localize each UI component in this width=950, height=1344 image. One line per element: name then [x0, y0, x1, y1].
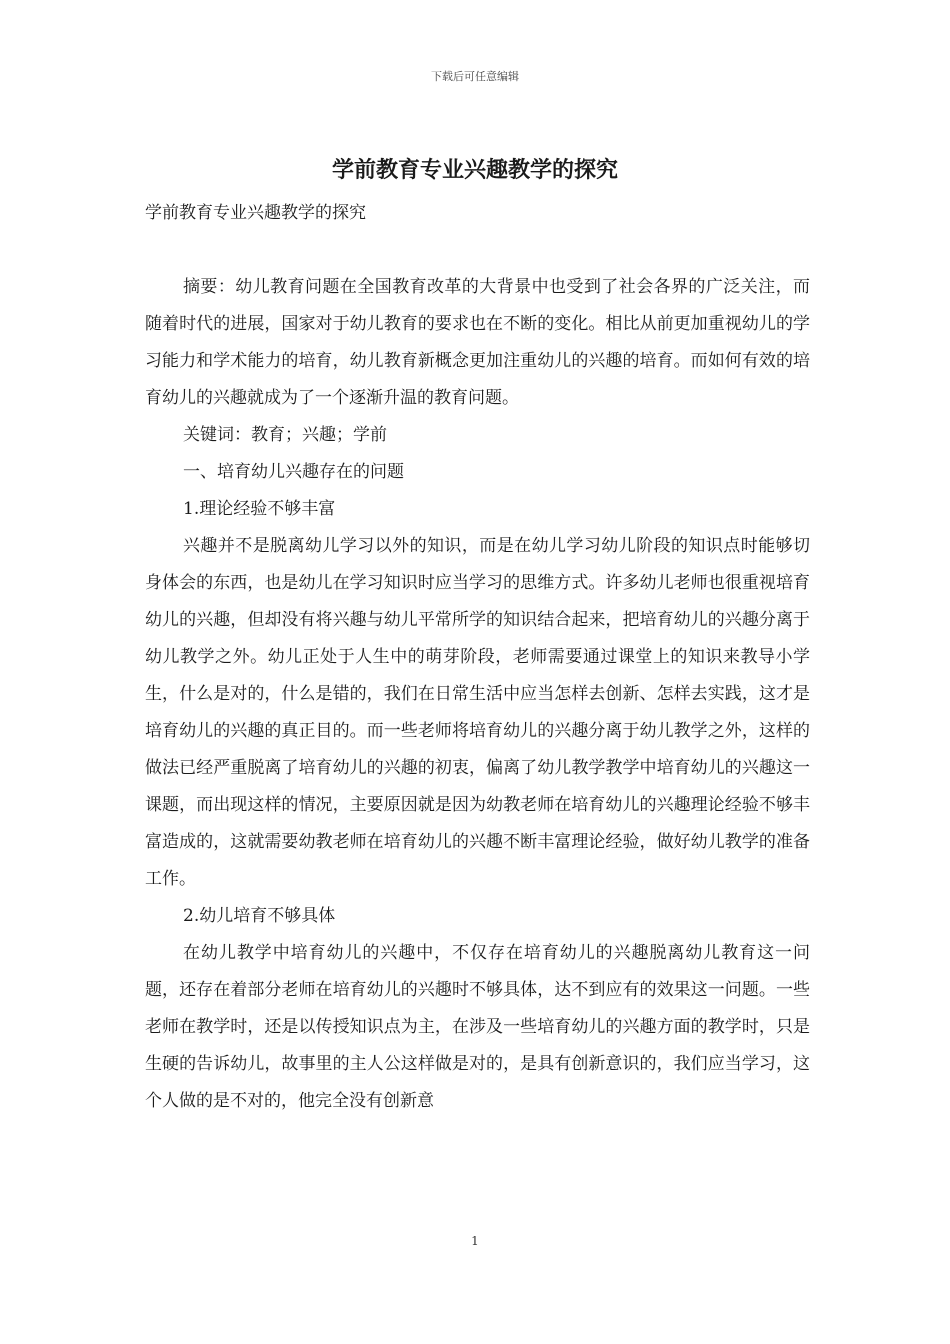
body-paragraph: 在幼儿教学中培育幼儿的兴趣中，不仅存在培育幼儿的兴趣脱离幼儿教育这一问题，还存在着部分老师在培育幼儿的兴趣时不够具体，达不到应有的效果这一问题。一些老师在教学时，还是以传授知识点为主，在涉及一些培育幼儿的兴趣方面的教学时，只是生硬的告诉幼儿，故事里的主人公这样做是对的，是具有创新意识的，我们应当学习，这个人做的是不对的，他完全没有创新意 — [145, 943, 810, 1111]
document-title: 学前教育专业兴趣教学的探究 — [331, 157, 618, 183]
keywords-paragraph: 关键词：教育；兴趣；学前 — [183, 425, 387, 445]
subsection-heading: 1.理论经验不够丰富 — [183, 499, 336, 519]
abstract-paragraph: 摘要：幼儿教育问题在全国教育改革的大背景中也受到了社会各界的广泛关注，而随着时代的进展，国家对于幼儿教育的要求也在不断的变化。相比从前更加重视幼儿的学习能力和学术能力的培育，幼儿教育新概念更加注重幼儿的兴趣的培育。而如何有效的培育幼儿的兴趣就成为了一个逐渐升温的教育问题。 — [145, 277, 810, 408]
body-paragraph: 兴趣并不是脱离幼儿学习以外的知识，而是在幼儿学习幼儿阶段的知识点时能够切身体会的东西，也是幼儿在学习知识时应当学习的思维方式。许多幼儿老师也很重视培育幼儿的兴趣，但却没有将兴趣与幼儿平常所学的知识结合起来，把培育幼儿的兴趣分离于幼儿教学之外。幼儿正处于人生中的萌芽阶段，老师需要通过课堂上的知识来教导小学生，什么是对的，什么是错的，我们在日常生活中应当怎样去创新、怎样去实践，这才是培育幼儿的兴趣的真正目的。而一些老师将培育幼儿的兴趣分离于幼儿教学之外，这样的做法已经严重脱离了培育幼儿的兴趣的初衷，偏离了幼儿教学教学中培育幼儿的兴趣这一课题，而出现这样的情况，主要原因就是因为幼教老师在培育幼儿的兴趣理论经验不够丰富造成的，这就需要幼教老师在培育幼儿的兴趣不断丰富理论经验，做好幼儿教学的准备工作。 — [145, 536, 810, 889]
header-note: 下载后可任意编辑 — [431, 70, 519, 83]
page-number: 1 — [471, 1234, 479, 1248]
document-body — [145, 269, 810, 1120]
subsection-heading: 2.幼儿培育不够具体 — [183, 906, 336, 926]
document-subtitle: 学前教育专业兴趣教学的探究 — [145, 203, 366, 223]
section-heading: 一、培育幼儿兴趣存在的问题 — [183, 462, 404, 482]
